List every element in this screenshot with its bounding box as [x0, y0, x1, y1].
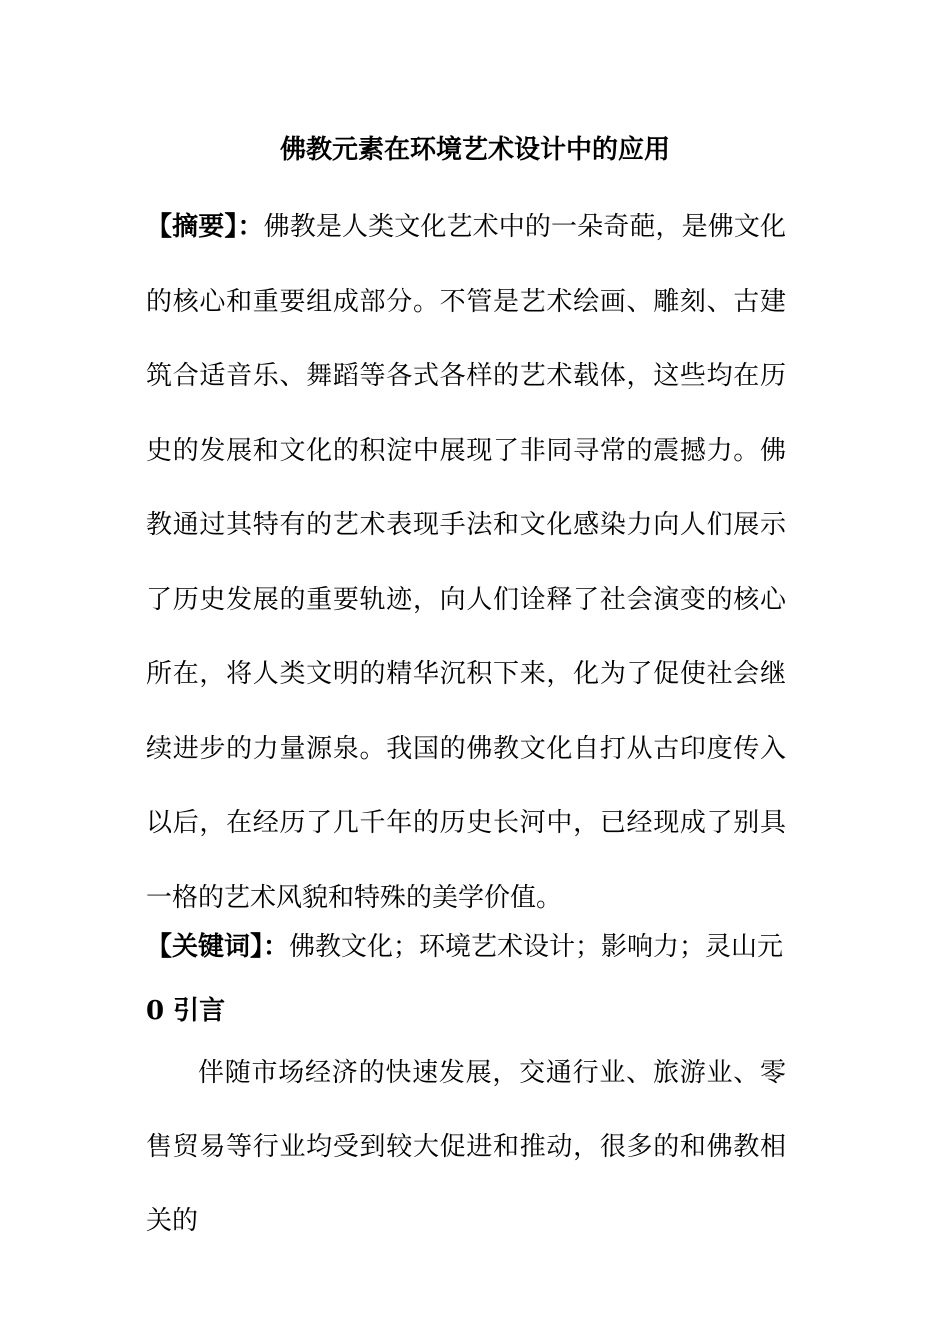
keywords-text: 佛教文化；环境艺术设计；影响力；灵山元 — [289, 932, 784, 962]
abstract-paragraph — [146, 190, 786, 935]
document-title: 佛教元素在环境艺术设计中的应用 — [279, 135, 670, 165]
abstract-label: 【摘要】： — [146, 212, 264, 242]
introduction-paragraph: 伴随市场经济的快速发展，交通行业、旅游业、零售贸易等行业均受到较大促进和推动，很多的和佛教相关的 — [146, 1058, 786, 1236]
keywords-paragraph — [146, 922, 786, 972]
abstract-text: 佛教是人类文化艺术中的一朵奇葩，是佛文化的核心和重要组成部分。不管是艺术绘画、雕刻、古建筑合适音乐、舞蹈等各式各样的艺术载体，这些均在历史的发展和文化的积淀中展现了非同寻常的震撼力。佛教通过其特有的艺术表现手法和文化感染力向人们展示了历史发展的重要轨迹，向人们诠释了社会演变的核心所在，将人类文明的精华沉积下来，化为了促使社会继续进步的力量源泉。我国的佛教文化自打从古印度传入以后，在经历了几千年的历史长河中，已经现成了别具一格的艺术风貌和特殊的美学价值。 — [146, 212, 786, 913]
section-heading-introduction: 0 引言 — [146, 996, 226, 1026]
keywords-label: 【关键词】： — [146, 932, 290, 962]
